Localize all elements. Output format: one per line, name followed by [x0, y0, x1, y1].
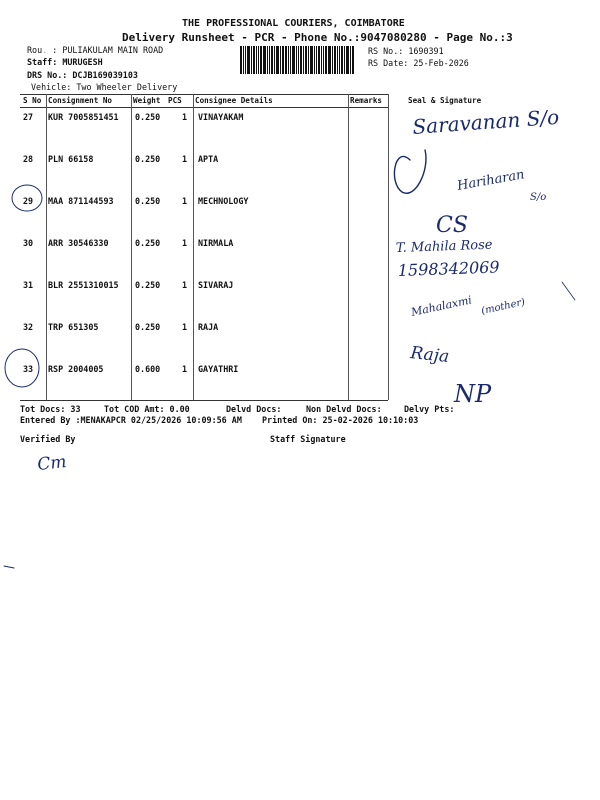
signature-row-31-note: (mother) — [480, 296, 527, 317]
cell-weight: 0.600 — [135, 364, 161, 374]
row-mark-circle — [12, 185, 42, 211]
cell-consignee: MECHNOLOGY — [198, 196, 249, 206]
cell-consignee: GAYATHRI — [198, 364, 239, 374]
cell-consignee: RAJA — [198, 322, 219, 332]
cell-consignment: BLR 2551310015 — [48, 280, 119, 290]
route-value: : PULIAKULAM MAIN ROAD — [52, 45, 164, 55]
signature-row-31: Mahalaxmi — [409, 293, 473, 319]
delivered-docs: Delvd Docs: — [226, 404, 282, 414]
rs-number: RS No.: 1690391 — [368, 46, 444, 56]
drs-value: DCJB169039103 — [72, 70, 138, 80]
cell-sno: 32 — [23, 322, 34, 332]
signature-row-28: Hariharan — [456, 167, 526, 194]
entered-by: Entered By :MENAKAPCR 02/25/2026 10:09:56 AM — [20, 415, 242, 425]
cell-pcs: 1 — [182, 280, 188, 290]
cell-consignment: MAA 871144593 — [48, 196, 114, 206]
signature-flourish — [394, 150, 426, 193]
cell-consignee: APTA — [198, 154, 219, 164]
cell-sno: 29 — [23, 196, 34, 206]
signature-row-32: Raja — [409, 343, 451, 368]
col-remarks: Remarks — [350, 96, 383, 105]
runsheet-title: Delivery Runsheet - PCR - Phone No.:9047080280 - Page No.:3 — [122, 31, 513, 44]
cell-pcs: 1 — [182, 196, 188, 206]
delivery-points: Delvy Pts: — [404, 404, 455, 414]
cell-weight: 0.250 — [135, 280, 161, 290]
signature-row-29: CS — [436, 213, 468, 238]
pen-stroke — [562, 282, 575, 300]
route-label: Rou — [27, 45, 43, 55]
cell-pcs: 1 — [182, 238, 188, 248]
cell-sno: 31 — [23, 280, 34, 290]
staff-signature-label: Staff Signature — [270, 434, 346, 444]
cell-consignment: ARR 30546330 — [48, 238, 109, 248]
col-seal-signature: Seal & Signature — [408, 96, 482, 105]
non-delivered-docs: Non Delvd Docs: — [306, 404, 382, 414]
cell-consignment: RSP 2004005 — [48, 364, 104, 374]
cell-weight: 0.250 — [135, 196, 161, 206]
cell-weight: 0.250 — [135, 154, 161, 164]
signature-row-33: NP — [454, 380, 492, 408]
col-consignment: Consignment No — [48, 96, 113, 105]
cell-weight: 0.250 — [135, 238, 161, 248]
pen-stroke — [4, 566, 14, 568]
cell-pcs: 1 — [182, 112, 188, 122]
signature-row-27: Saravanan S/o — [411, 104, 560, 139]
col-weight: Weight — [133, 96, 161, 105]
cell-pcs: 1 — [182, 364, 188, 374]
cell-sno: 28 — [23, 154, 34, 164]
signature-row-28-suffix: S/o — [530, 192, 547, 203]
drs-label: DRS No.: — [27, 70, 68, 80]
cell-sno: 27 — [23, 112, 34, 122]
cell-sno: 33 — [23, 364, 34, 374]
signature-row-30: T. Mahila Rose — [395, 237, 493, 256]
staff-label: Staff: — [27, 57, 58, 67]
tot-cod-amount: Tot COD Amt: 0.00 — [104, 404, 190, 414]
vehicle-label: Vehicle: — [31, 82, 72, 92]
verified-by-label: Verified By — [20, 434, 76, 444]
cell-pcs: 1 — [182, 322, 188, 332]
col-consignee: Consignee Details — [195, 96, 273, 105]
signature-row-30-phone: 1598342069 — [397, 257, 500, 280]
verified-by-signature: Cm — [36, 452, 68, 475]
cell-weight: 0.250 — [135, 112, 161, 122]
col-sno: S No — [23, 96, 42, 105]
route-line: Rou. : PULIAKULAM MAIN ROAD — [27, 45, 164, 55]
cell-consignee: NIRMALA — [198, 238, 234, 248]
cell-sno: 30 — [23, 238, 34, 248]
cell-consignee: VINAYAKAM — [198, 112, 244, 122]
cell-consignment: PLN 66158 — [48, 154, 94, 164]
cell-pcs: 1 — [182, 154, 188, 164]
company-title: THE PROFESSIONAL COURIERS, COIMBATORE — [182, 18, 405, 29]
vehicle-value: Two Wheeler Delivery — [76, 82, 178, 92]
row-mark-circle — [5, 349, 39, 387]
printed-on: Printed On: 25-02-2026 10:10:03 — [262, 415, 419, 425]
tot-docs: Tot Docs: 33 — [20, 404, 81, 414]
cell-weight: 0.250 — [135, 322, 161, 332]
staff-value: MURUGESH — [62, 57, 103, 67]
cell-consignment: TRP 651305 — [48, 322, 99, 332]
cell-consignment: KUR 7005851451 — [48, 112, 119, 122]
cell-consignee: SIVARAJ — [198, 280, 234, 290]
rs-date: RS Date: 25-Feb-2026 — [368, 58, 469, 68]
col-pcs: PCS — [168, 96, 182, 105]
